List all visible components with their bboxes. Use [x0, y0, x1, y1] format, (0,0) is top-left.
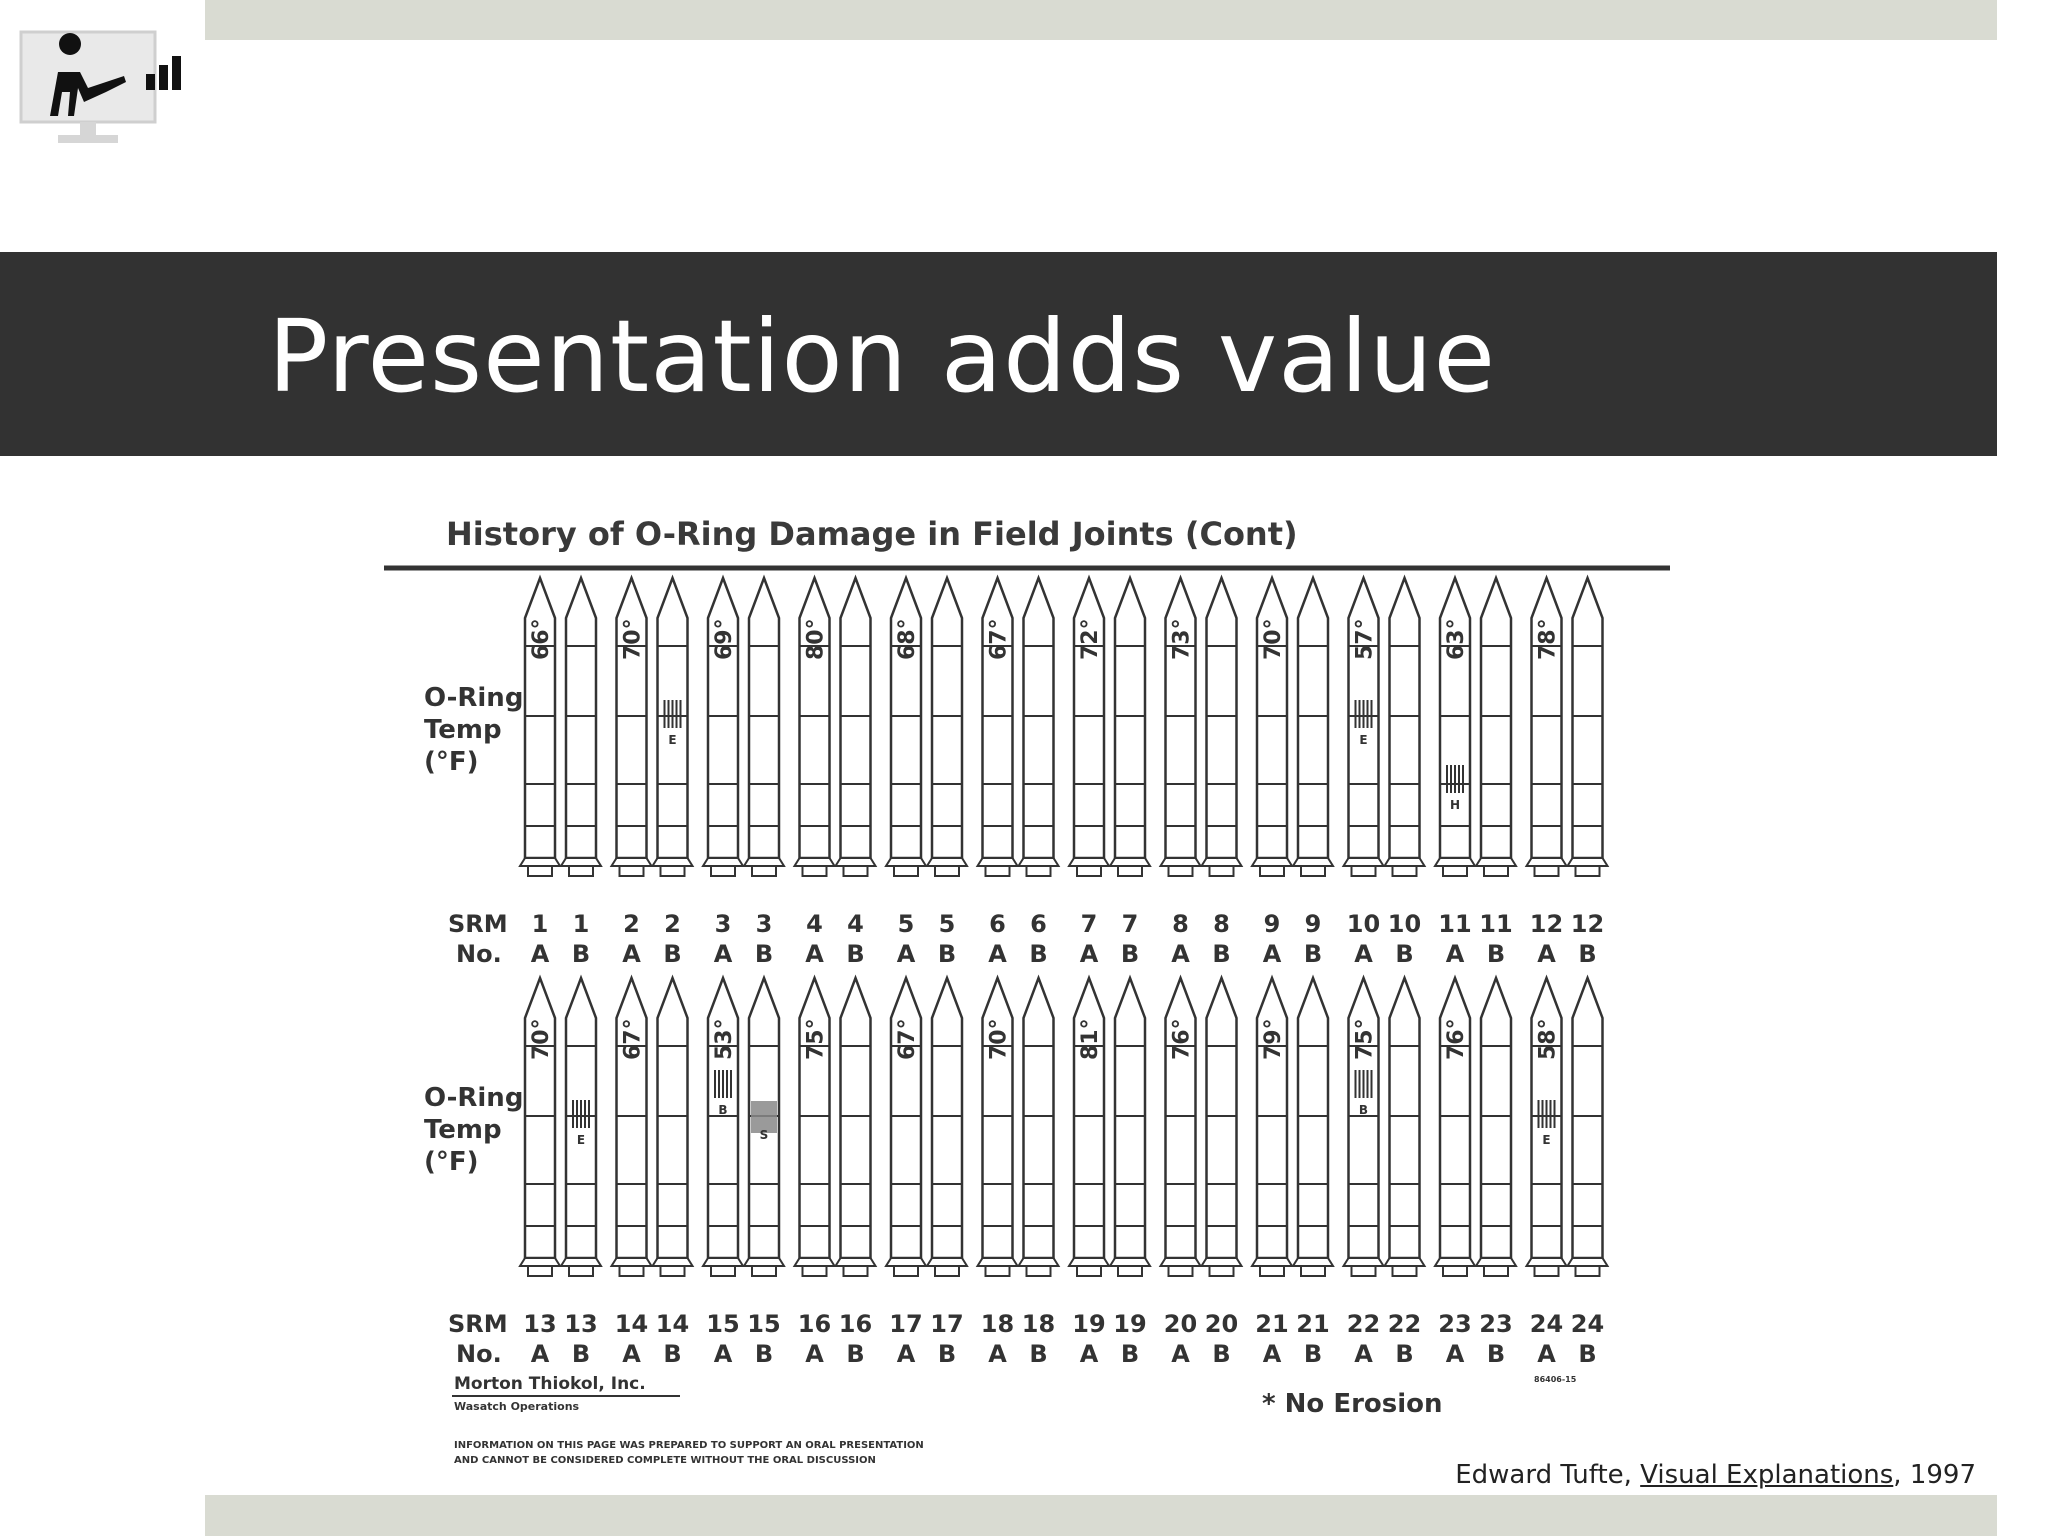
booster-skirt	[886, 1258, 926, 1266]
booster-skirt	[1069, 858, 1109, 866]
booster-nozzle	[1210, 1266, 1234, 1276]
srm-side: A	[530, 940, 550, 968]
booster-nozzle	[528, 1266, 552, 1276]
row-label-temp: Temp	[424, 1115, 502, 1145]
srm-number: 19	[1072, 1310, 1106, 1338]
o-ring-damage-figure	[374, 498, 1672, 1496]
srm-side: B	[1212, 1340, 1231, 1368]
srm-side: A	[622, 940, 641, 968]
booster-outline	[1481, 978, 1511, 1258]
booster-nozzle	[1484, 866, 1508, 876]
booster-nozzle	[1393, 866, 1417, 876]
srm-number: 20	[1204, 1310, 1239, 1338]
booster-nozzle	[569, 1266, 593, 1276]
srm-number: 13	[523, 1310, 557, 1338]
caption-year: , 1997	[1893, 1460, 1976, 1490]
booster-skirt	[1252, 1258, 1292, 1266]
booster-nozzle	[1169, 866, 1193, 876]
booster-skirt	[744, 1258, 784, 1266]
booster-skirt	[653, 858, 693, 866]
srm-number: 20	[1163, 1310, 1198, 1338]
damage-code: B	[1358, 1103, 1369, 1117]
srm-number: 14	[655, 1310, 690, 1338]
booster-outline	[1298, 978, 1328, 1258]
booster-outline	[1481, 578, 1511, 858]
booster-outline	[1573, 578, 1603, 858]
booster-skirt	[1110, 858, 1150, 866]
booster-skirt	[978, 858, 1018, 866]
damage-code: E	[1542, 1133, 1551, 1147]
srm-number: 16	[838, 1310, 873, 1338]
booster-skirt	[1202, 858, 1242, 866]
srm-number: 15	[747, 1310, 781, 1338]
legend-no-erosion: * No Erosion	[1262, 1389, 1443, 1419]
booster-nozzle	[620, 866, 644, 876]
damage-code: E	[576, 1133, 586, 1147]
booster-nozzle	[711, 1266, 735, 1276]
srm-number: 22	[1346, 1310, 1381, 1338]
booster-nozzle	[803, 866, 827, 876]
damage-code: B	[718, 1103, 728, 1117]
booster-nozzle	[1352, 1266, 1376, 1276]
srm-number: 17	[889, 1310, 923, 1338]
source-caption	[1455, 1460, 1976, 1490]
booster-skirt	[1385, 1258, 1425, 1266]
srm-side: A	[1079, 940, 1099, 968]
srm-side: A	[805, 1340, 824, 1368]
srm-side: A	[1262, 940, 1282, 968]
booster-skirt	[561, 858, 601, 866]
srm-side: A	[530, 1340, 550, 1368]
srm-number: 5	[897, 910, 915, 938]
booster-outline	[1115, 578, 1145, 858]
booster-skirt	[1568, 858, 1608, 866]
booster-skirt	[1252, 858, 1292, 866]
booster-skirt	[1568, 1258, 1608, 1266]
srm-number: 11	[1438, 910, 1472, 938]
srm-number: 9	[1304, 910, 1322, 938]
doc-number: 86406-15	[1534, 1375, 1577, 1384]
booster-nozzle	[1118, 1266, 1142, 1276]
srm-side: A	[1079, 1340, 1099, 1368]
booster-outline	[932, 978, 962, 1258]
srm-side: B	[1303, 940, 1323, 968]
temperature-label: 70°	[620, 618, 646, 660]
figure-title: History of O-Ring Damage in Field Joints (Cont)	[446, 515, 1298, 553]
booster-nozzle	[935, 866, 959, 876]
booster-skirt	[927, 858, 967, 866]
booster-outline	[1207, 578, 1237, 858]
temperature-label: 67°	[620, 1018, 646, 1060]
booster-nozzle	[1210, 866, 1234, 876]
booster-outline	[932, 578, 962, 858]
srm-side: B	[1029, 940, 1048, 968]
booster-outline	[1390, 978, 1420, 1258]
srm-side: A	[1445, 940, 1465, 968]
row-label-temp: (°F)	[424, 747, 479, 777]
booster-skirt	[1527, 1258, 1567, 1266]
booster-nozzle	[986, 1266, 1010, 1276]
booster-outline	[841, 578, 871, 858]
booster-nozzle	[1077, 866, 1101, 876]
booster-nozzle	[1027, 866, 1051, 876]
srm-number: 10	[1387, 910, 1422, 938]
booster-skirt	[520, 1258, 560, 1266]
booster-outline	[1024, 578, 1054, 858]
srm-side: B	[1395, 1340, 1414, 1368]
booster-nozzle	[1118, 866, 1142, 876]
srm-number: 4	[847, 910, 864, 938]
srm-number: 13	[564, 1310, 598, 1338]
srm-side: B	[1120, 1340, 1140, 1368]
srm-side: A	[988, 1340, 1007, 1368]
booster-outline	[1298, 578, 1328, 858]
booster-skirt	[978, 1258, 1018, 1266]
temperature-label: 66°	[529, 618, 554, 660]
booster-outline	[841, 978, 871, 1258]
booster-nozzle	[711, 866, 735, 876]
booster-nozzle	[1260, 1266, 1284, 1276]
booster-skirt	[927, 1258, 967, 1266]
srm-number: 21	[1255, 1310, 1289, 1338]
srm-side: A	[1537, 1340, 1556, 1368]
srm-side: B	[937, 1340, 957, 1368]
row-label-no: No.	[456, 940, 502, 968]
booster-skirt	[612, 1258, 652, 1266]
temperature-label: 63°	[1444, 618, 1469, 660]
booster-nozzle	[528, 866, 552, 876]
srm-side: B	[571, 940, 591, 968]
srm-number: 22	[1387, 1310, 1422, 1338]
row-label-temp: O-Ring	[424, 683, 524, 713]
slide-title: Presentation adds value	[268, 298, 1497, 415]
srm-side: B	[1578, 940, 1597, 968]
temperature-label: 58°	[1535, 1018, 1561, 1060]
booster-outline	[1573, 978, 1603, 1258]
srm-number: 18	[980, 1310, 1015, 1338]
temperature-label: 75°	[1352, 1018, 1378, 1060]
temperature-label: 70°	[529, 1018, 554, 1060]
srm-number: 2	[664, 910, 681, 938]
booster-nozzle	[1576, 1266, 1600, 1276]
srm-side: B	[1029, 1340, 1048, 1368]
temperature-label: 81°	[1078, 1018, 1103, 1060]
booster-nozzle	[1535, 1266, 1559, 1276]
srm-number: 18	[1021, 1310, 1056, 1338]
srm-number: 7	[1121, 910, 1139, 938]
booster-nozzle	[894, 1266, 918, 1276]
row-label-temp: O-Ring	[424, 1083, 524, 1113]
srm-number: 23	[1438, 1310, 1472, 1338]
top-decor-strip	[205, 0, 1997, 40]
booster-nozzle	[1576, 866, 1600, 876]
booster-skirt	[1435, 858, 1475, 866]
company-name: Morton Thiokol, Inc.	[454, 1374, 646, 1394]
booster-skirt	[520, 858, 560, 866]
booster-skirt	[1019, 858, 1059, 866]
srm-number: 2	[623, 910, 640, 938]
temperature-label: 78°	[1535, 618, 1561, 660]
damage-code: H	[1449, 798, 1461, 812]
booster-outline	[1115, 978, 1145, 1258]
booster-nozzle	[1169, 1266, 1193, 1276]
booster-skirt	[744, 858, 784, 866]
srm-number: 24	[1529, 1310, 1564, 1338]
srm-side: B	[1395, 940, 1414, 968]
srm-number: 12	[1529, 910, 1564, 938]
booster-skirt	[1161, 1258, 1201, 1266]
booster-nozzle	[1301, 1266, 1325, 1276]
booster-outline	[658, 978, 688, 1258]
temperature-label: 69°	[712, 618, 737, 660]
booster-skirt	[1069, 1258, 1109, 1266]
disclaimer-line-2: AND CANNOT BE CONSIDERED COMPLETE WITHOUT THE ORAL DISCUSSION	[454, 1455, 876, 1466]
srm-side: A	[1354, 940, 1373, 968]
srm-side: A	[713, 1340, 733, 1368]
booster-nozzle	[752, 866, 776, 876]
row-label-temp: Temp	[424, 715, 502, 745]
booster-nozzle	[661, 866, 685, 876]
booster-skirt	[653, 1258, 693, 1266]
srm-side: B	[846, 1340, 865, 1368]
srm-side: A	[1537, 940, 1556, 968]
srm-number: 5	[938, 910, 956, 938]
temperature-label: 80°	[803, 618, 829, 660]
booster-skirt	[1344, 1258, 1384, 1266]
booster-skirt	[1019, 1258, 1059, 1266]
booster-nozzle	[1393, 1266, 1417, 1276]
temperature-label: 76°	[1169, 1018, 1195, 1060]
booster-skirt	[703, 858, 743, 866]
caption-book-link[interactable]: Visual Explanations	[1640, 1460, 1894, 1490]
booster-nozzle	[935, 1266, 959, 1276]
srm-number: 14	[614, 1310, 649, 1338]
srm-side: A	[805, 940, 824, 968]
srm-number: 24	[1570, 1310, 1605, 1338]
srm-side: B	[1120, 940, 1140, 968]
temperature-label: 68°	[895, 618, 920, 660]
temperature-label: 72°	[1078, 618, 1103, 660]
booster-skirt	[795, 1258, 835, 1266]
srm-number: 12	[1570, 910, 1605, 938]
booster-nozzle	[1027, 1266, 1051, 1276]
booster-skirt	[561, 1258, 601, 1266]
booster-skirt	[1476, 858, 1516, 866]
temperature-label: 79°	[1261, 1018, 1286, 1060]
srm-side: B	[1212, 940, 1231, 968]
srm-side: B	[1303, 1340, 1323, 1368]
row-label-no: No.	[456, 1340, 502, 1368]
booster-nozzle	[844, 866, 868, 876]
booster-skirt	[795, 858, 835, 866]
srm-number: 23	[1479, 1310, 1513, 1338]
booster-nozzle	[986, 866, 1010, 876]
booster-skirt	[1476, 1258, 1516, 1266]
damage-code: S	[759, 1128, 769, 1142]
srm-number: 15	[706, 1310, 740, 1338]
damage-code: E	[668, 733, 677, 747]
booster-outline	[749, 578, 779, 858]
srm-side: B	[1486, 940, 1506, 968]
disclaimer-line-1: INFORMATION ON THIS PAGE WAS PREPARED TO SUPPORT AN ORAL PRESENTATION	[454, 1440, 924, 1451]
srm-number: 19	[1113, 1310, 1147, 1338]
srm-number: 1	[531, 910, 549, 938]
booster-skirt	[886, 858, 926, 866]
bottom-decor-strip	[205, 1495, 1997, 1536]
srm-number: 11	[1479, 910, 1513, 938]
booster-skirt	[1161, 858, 1201, 866]
booster-nozzle	[752, 1266, 776, 1276]
srm-side: B	[571, 1340, 591, 1368]
booster-skirt	[612, 858, 652, 866]
booster-outline	[1024, 978, 1054, 1258]
booster-skirt	[836, 858, 876, 866]
srm-side: A	[896, 1340, 916, 1368]
srm-side: B	[937, 940, 957, 968]
booster-outline	[1390, 578, 1420, 858]
booster-skirt	[1293, 858, 1333, 866]
srm-number: 8	[1213, 910, 1230, 938]
temperature-label: 67°	[986, 618, 1012, 660]
o-ring-damage-diagram	[374, 498, 1672, 1496]
srm-side: A	[1354, 1340, 1373, 1368]
srm-number: 17	[930, 1310, 964, 1338]
booster-nozzle	[1484, 1266, 1508, 1276]
srm-number: 1	[572, 910, 590, 938]
srm-side: A	[988, 940, 1007, 968]
booster-skirt	[1527, 858, 1567, 866]
srm-number: 9	[1263, 910, 1281, 938]
booster-nozzle	[1443, 1266, 1467, 1276]
booster-nozzle	[894, 866, 918, 876]
booster-nozzle	[1535, 866, 1559, 876]
booster-nozzle	[1352, 866, 1376, 876]
booster-nozzle	[1260, 866, 1284, 876]
booster-skirt	[1435, 1258, 1475, 1266]
srm-number: 3	[714, 910, 732, 938]
row-label-srm: SRM	[448, 1310, 508, 1338]
srm-side: A	[622, 1340, 641, 1368]
srm-number: 10	[1346, 910, 1381, 938]
srm-side: A	[896, 940, 916, 968]
booster-nozzle	[844, 1266, 868, 1276]
temperature-label: 70°	[986, 1018, 1012, 1060]
caption-author: Edward Tufte,	[1455, 1460, 1641, 1490]
srm-number: 4	[806, 910, 823, 938]
booster-skirt	[1202, 1258, 1242, 1266]
temperature-label: 70°	[1261, 618, 1286, 660]
booster-skirt	[1110, 1258, 1150, 1266]
row-label-temp: (°F)	[424, 1147, 479, 1177]
booster-skirt	[703, 1258, 743, 1266]
srm-side: B	[1578, 1340, 1597, 1368]
srm-number: 16	[797, 1310, 832, 1338]
presenter-screen-chart-icon	[18, 22, 198, 147]
temperature-label: 67°	[895, 1018, 920, 1060]
temperature-label: 53°	[712, 1018, 737, 1060]
booster-nozzle	[1443, 866, 1467, 876]
row-label-srm: SRM	[448, 910, 508, 938]
temperature-label: 57°	[1352, 618, 1378, 660]
srm-side: B	[754, 1340, 774, 1368]
booster-skirt	[1293, 1258, 1333, 1266]
booster-skirt	[1385, 858, 1425, 866]
booster-nozzle	[803, 1266, 827, 1276]
srm-number: 8	[1172, 910, 1189, 938]
srm-number: 7	[1080, 910, 1098, 938]
srm-number: 21	[1296, 1310, 1330, 1338]
booster-nozzle	[620, 1266, 644, 1276]
srm-side: B	[754, 940, 774, 968]
booster-outline	[566, 578, 596, 858]
srm-side: A	[1171, 940, 1190, 968]
damage-code: E	[1359, 733, 1368, 747]
temperature-label: 73°	[1169, 618, 1195, 660]
srm-side: A	[1445, 1340, 1465, 1368]
srm-side: A	[1171, 1340, 1190, 1368]
booster-nozzle	[1077, 1266, 1101, 1276]
srm-side: B	[1486, 1340, 1506, 1368]
booster-nozzle	[1301, 866, 1325, 876]
booster-outline	[1207, 978, 1237, 1258]
booster-skirt	[1344, 858, 1384, 866]
division-name: Wasatch Operations	[454, 1400, 580, 1413]
booster-nozzle	[661, 1266, 685, 1276]
booster-nozzle	[569, 866, 593, 876]
srm-side: A	[1262, 1340, 1282, 1368]
srm-side: B	[663, 1340, 682, 1368]
srm-number: 6	[1030, 910, 1047, 938]
srm-side: A	[713, 940, 733, 968]
srm-number: 3	[755, 910, 773, 938]
booster-skirt	[836, 1258, 876, 1266]
srm-number: 6	[989, 910, 1006, 938]
temperature-label: 75°	[803, 1018, 829, 1060]
srm-side: B	[846, 940, 865, 968]
srm-side: B	[663, 940, 682, 968]
temperature-label: 76°	[1444, 1018, 1469, 1060]
